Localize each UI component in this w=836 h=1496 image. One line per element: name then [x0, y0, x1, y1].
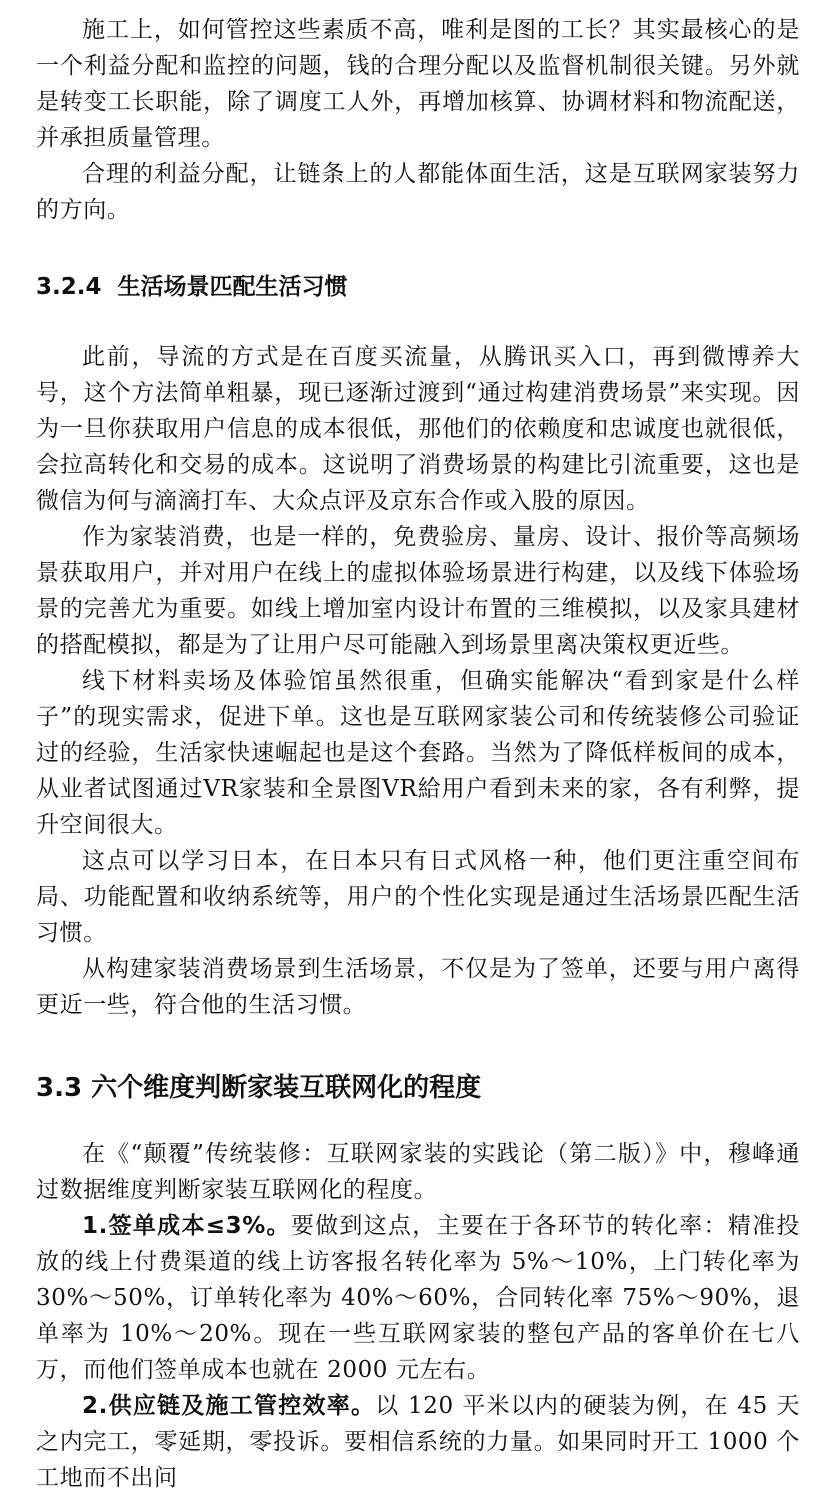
item-text: 要做到这点，主要在于各环节的转化率：精准投放的线上付费渠道的线上访客报名转化率为 5%～10%，上门转化率为 30%～50%，订单转化率为 40%～60%，合同转化率 75%～90%，退单率为 10%～20%。现在一些互联网家装的整包产品的客单价在七八万，而他们签单成本也就在 2000 元左右。 — [36, 1213, 800, 1383]
section-number: 3.2.4 — [36, 274, 102, 300]
item-lead: 1.签单成本≤3%。 — [82, 1213, 291, 1239]
item-text: 以 120 平米以内的硬装为例，在 45 天之内完工，零延期，零投诉。要相信系统的力量。如果同时开工 1000 个工地而不出问 — [36, 1393, 800, 1491]
paragraph: 线下材料卖场及体验馆虽然很重，但确实能解决“看到家是什么样子”的现实需求，促进下单。这也是互联网家装公司和传统装修公司验证过的经验，生活家快速崛起也是这个套路。当然为了降低样板间的成本，从业者试图通过VR家装和全景图VR給用户看到未来的家，各有利弊，提升空间很大。 — [36, 668, 800, 838]
paragraph: 从构建家装消费场景到生活场景，不仅是为了签单，还要与用户离得更近一些，符合他的生活习惯。 — [36, 956, 800, 1018]
section-title: 生活场景匹配生活习惯 — [117, 274, 348, 300]
paragraph: 在《“颠覆”传统装修：互联网家装的实践论（第二版）》中，穆峰通过数据维度判断家装互联网化的程度。 — [36, 1141, 800, 1203]
item-lead: 2.供应链及施工管控效率。 — [82, 1393, 376, 1419]
list-item — [36, 1388, 800, 1496]
section-title: 六个维度判断家装互联网化的程度 — [91, 1073, 482, 1103]
section-heading-3-3 — [36, 1067, 800, 1104]
section-number: 3.3 — [36, 1073, 83, 1103]
paragraph: 这点可以学习日本，在日本只有日式风格一种，他们更注重空间布局、功能配置和收纳系统等，用户的个性化实现是通过生活场景匹配生活习惯。 — [36, 848, 800, 946]
document-page — [36, 12, 800, 1496]
section-heading-3-2-4 — [36, 268, 800, 301]
paragraph: 此前，导流的方式是在百度买流量，从腾讯买入口，再到微博养大号，这个方法简单粗暴，现已逐渐过渡到“通过构建消费场景”来实现。因为一旦你获取用户信息的成本很低，那他们的依赖度和忠诚度也就很低，会拉高转化和交易的成本。这说明了消费场景的构建比引流重要，这也是微信为何与滴滴打车、大众点评及京东合作或入股的原因。 — [36, 344, 800, 514]
list-item — [36, 1208, 800, 1388]
paragraph: 合理的利益分配，让链条上的人都能体面生活，这是互联网家装努力的方向。 — [36, 161, 800, 223]
paragraph: 作为家装消费，也是一样的，免费验房、量房、设计、报价等高频场景获取用户，并对用户在线上的虚拟体验场景进行构建，以及线下体验场景的完善尤为重要。如线上增加室内设计布置的三维模拟，以及家具建材的搭配模拟，都是为了让用户尽可能融入到场景里离决策权更近些。 — [36, 524, 800, 658]
paragraph: 施工上，如何管控这些素质不高，唯利是图的工长？其实最核心的是一个利益分配和监控的问题，钱的合理分配以及监督机制很关键。另外就是转变工长职能，除了调度工人外，再增加核算、协调材料和物流配送，并承担质量管理。 — [36, 17, 800, 151]
